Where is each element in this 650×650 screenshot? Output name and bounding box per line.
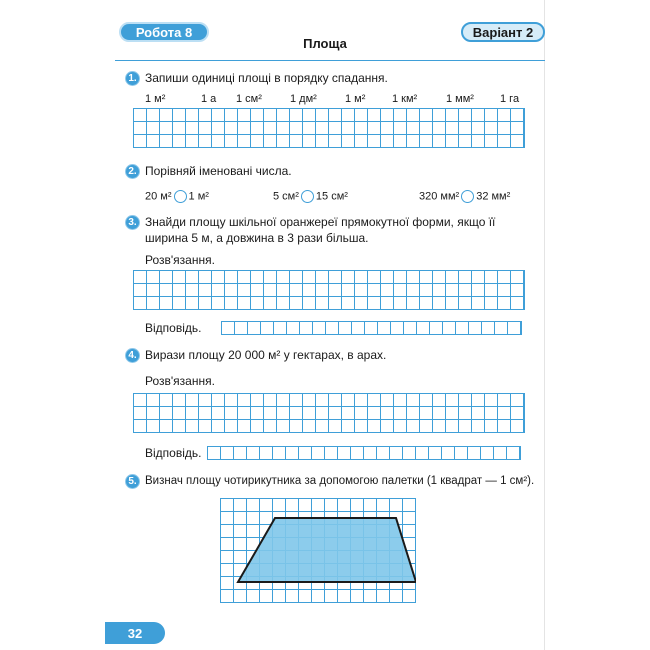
comparison-left: 20 м² <box>145 190 172 203</box>
comparison-circle[interactable] <box>461 190 474 203</box>
comparison-right: 1 м² <box>188 190 209 203</box>
task3-solution-grid[interactable] <box>133 270 525 310</box>
comparison-circle[interactable] <box>174 190 187 203</box>
task3-answer-field[interactable] <box>221 321 522 335</box>
task5-text: Визнач площу чотирикутника за допомогою палетки (1 квадрат — 1 см²). <box>145 475 535 487</box>
task4-text: Вирази площу 20 000 м² у гектарах, в арах. <box>145 348 387 362</box>
comparison-right: 32 мм² <box>476 190 511 203</box>
unit-label: 1 а <box>201 93 217 105</box>
unit-label: 1 мм² <box>446 93 474 105</box>
answer-label: Відповідь. <box>145 446 202 460</box>
trapezoid-shape <box>238 518 416 582</box>
task1-text: Запиши одиниці площі в порядку спадання. <box>145 71 388 85</box>
task4-answer-field[interactable] <box>207 446 521 460</box>
page-number: 32 <box>127 625 143 641</box>
task3-text-line2: ширина 5 м, а довжина в 3 рази більша. <box>145 231 369 245</box>
task-number-badge: 3. <box>125 215 140 230</box>
comparison-item <box>273 190 348 203</box>
task1-answer-grid[interactable] <box>133 108 525 148</box>
task3-text-line1: Знайди площу шкільної оранжереї прямокутної форми, якщо її <box>145 215 496 229</box>
comparison-right: 15 см² <box>315 190 348 203</box>
solution-label: Розв'язання. <box>145 253 215 267</box>
task-number-badge: 2. <box>125 164 140 179</box>
task-number-badge: 1. <box>125 71 140 86</box>
unit-label: 1 м² <box>145 93 166 105</box>
work-number-label: Робота 8 <box>135 24 193 40</box>
variant-label: Варіант 2 <box>472 24 534 40</box>
comparison-left: 320 мм² <box>419 190 460 203</box>
comparison-left: 5 см² <box>273 190 299 203</box>
unit-label: 1 дм² <box>290 93 317 105</box>
variant-badge <box>461 22 545 42</box>
unit-label: 1 км² <box>392 93 418 105</box>
unit-label: 1 см² <box>236 93 262 105</box>
header-divider <box>115 60 545 61</box>
page-title: Площа <box>303 36 347 51</box>
unit-label: 1 га <box>500 93 520 105</box>
answer-label: Відповідь. <box>145 321 202 335</box>
task-number-badge: 5. <box>125 474 140 489</box>
comparison-item <box>145 190 209 203</box>
solution-label: Розв'язання. <box>145 374 215 388</box>
comparison-item <box>419 190 510 203</box>
task-number-badge: 4. <box>125 348 140 363</box>
workbook-page <box>105 0 545 650</box>
task4-solution-grid[interactable] <box>133 393 525 433</box>
task2-text: Порівняй іменовані числа. <box>145 164 292 178</box>
page-number-tab <box>105 622 165 644</box>
comparison-circle[interactable] <box>301 190 314 203</box>
quadrilateral-figure <box>220 498 416 603</box>
unit-label: 1 м² <box>345 93 366 105</box>
